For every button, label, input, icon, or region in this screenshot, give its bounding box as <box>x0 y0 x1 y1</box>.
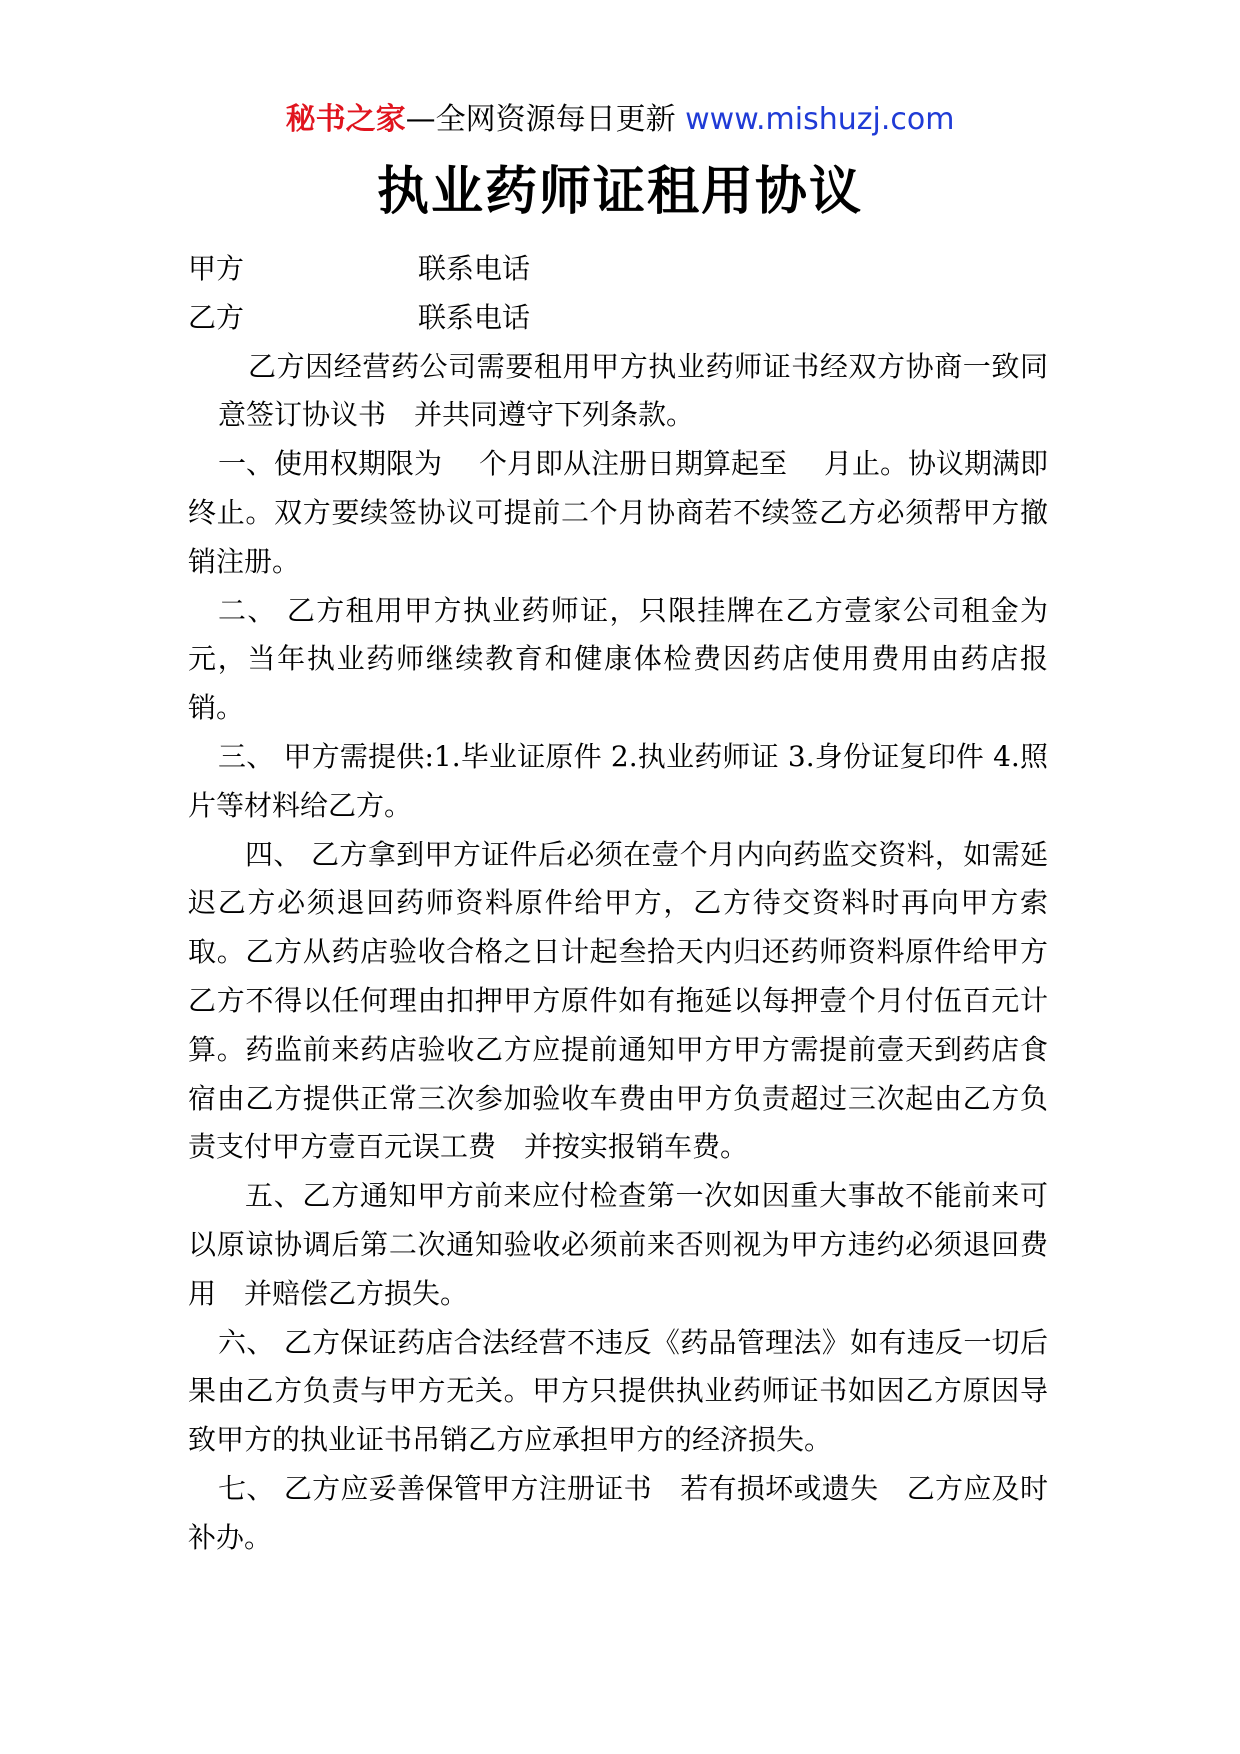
intro-paragraph: 乙方因经营药公司需要租用甲方执业药师证书经双方协商一致同意签订协议书 并共同遵守下列条款。 <box>218 349 1048 432</box>
clause-3: 三、 甲方需提供:1.毕业证原件 2.执业药师证 3.身份证复印件 4.照片等材料给乙方。 <box>188 739 1048 822</box>
clause-7: 七、 乙方应妥善保管甲方注册证书 若有损坏或遗失 乙方应及时补办。 <box>188 1471 1048 1554</box>
clause-1: 一、使用权期限为 个月即从注册日期算起至 月止。协议期满即终止。双方要续签协议可提前二个月协商若不续签乙方必须帮甲方撤销注册。 <box>188 447 1048 578</box>
document-body <box>188 245 1048 1563</box>
party-a-row <box>188 245 1048 294</box>
party-a-label: 甲方 <box>188 252 245 285</box>
party-a-phone-label: 联系电话 <box>418 252 531 285</box>
party-b-row <box>188 294 1048 343</box>
clause-6: 六、 乙方保证药店合法经营不违反《药品管理法》如有违反一切后果由乙方负责与甲方无关。甲方只提供执业药师证书如因乙方原因导致甲方的执业证书吊销乙方应承担甲方的经济损失。 <box>188 1325 1048 1457</box>
party-b-label: 乙方 <box>188 300 245 334</box>
clause-2: 二、 乙方租用甲方执业药师证，只限挂牌在乙方壹家公司租金为元，当年执业药师继续教育和健康体检费因药店使用费用由药店报销。 <box>188 593 1048 725</box>
clause-4: 四、 乙方拿到甲方证件后必须在壹个月内向药监交资料，如需延迟乙方必须退回药师资料原件给甲方，乙方待交资料时再向甲方索取。乙方从药店验收合格之日计起叁拾天内归还药师资料原件给甲方乙方不得以任何理由扣押甲方原件如有拖延以每押壹个月付伍百元计算。药监前来药店验收乙方应提前通知甲方甲方需提前壹天到药店食宿由乙方提供正常三次参加验收车费由甲方负责超过三次起由乙方负责支付甲方壹百元误工费 并按实报销车费。 <box>188 837 1048 1164</box>
site-header <box>0 100 1240 140</box>
document-title: 执业药师证租用协议 <box>376 162 863 222</box>
site-url[interactable]: www.mishuzj.com <box>685 102 955 137</box>
brand-name: 秘书之家 <box>285 102 406 137</box>
party-b-phone-label: 联系电话 <box>418 300 531 334</box>
site-slogan: —全网资源每日更新 <box>405 102 676 137</box>
clause-5: 五、乙方通知甲方前来应付检查第一次如因重大事故不能前来可以原谅协调后第二次通知验收必须前来否则视为甲方违约必须退回费用 并赔偿乙方损失。 <box>188 1179 1048 1310</box>
